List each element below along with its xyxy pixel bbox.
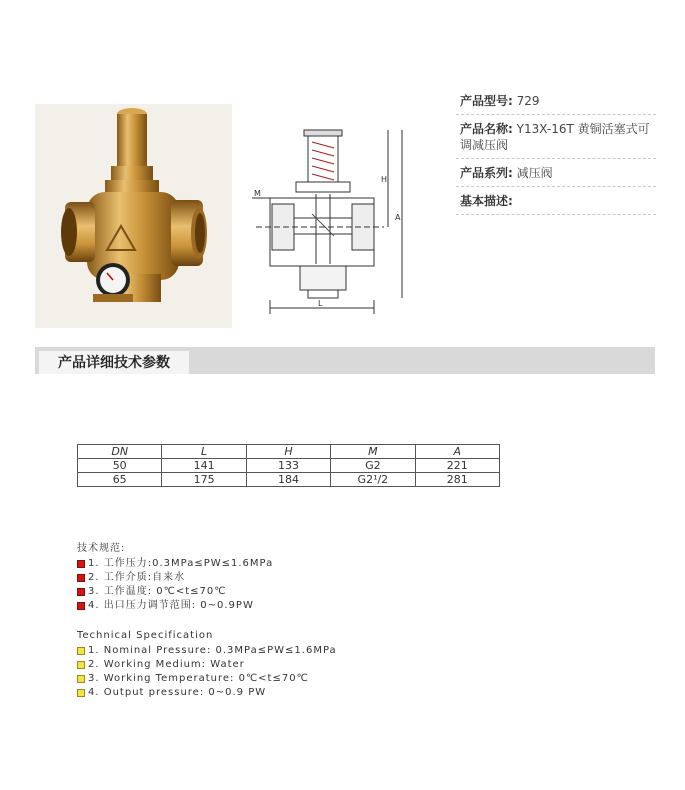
table-cell: 281: [415, 473, 499, 487]
section-title: 产品详细技术参数: [39, 351, 189, 374]
spec-en-item: 2. Working Medium: Water: [88, 659, 245, 670]
spec-en-item: 4. Output pressure: 0~0.9 PW: [88, 687, 267, 698]
red-square-bullet-icon: [77, 560, 85, 568]
spec-cn-heading: 技术规范:: [77, 543, 126, 554]
spec-en-heading: Technical Specification: [77, 630, 214, 641]
table-header-cell: L: [162, 445, 246, 459]
red-square-bullet-icon: [77, 588, 85, 596]
list-item: [77, 658, 337, 672]
product-photo: [35, 104, 232, 328]
table-row: [78, 459, 500, 473]
list-item: [77, 557, 273, 571]
list-item: [77, 686, 337, 700]
table-header-cell: A: [415, 445, 499, 459]
table-header-cell: H: [246, 445, 330, 459]
model-row: [456, 87, 656, 115]
model-label: 产品型号:: [460, 94, 513, 108]
drawing-label-l: L: [318, 299, 323, 308]
table-cell: G2¹/2: [331, 473, 415, 487]
name-label: 产品名称:: [460, 122, 513, 136]
description-label: 基本描述:: [460, 194, 513, 208]
table-cell: 50: [78, 459, 162, 473]
table-cell: 175: [162, 473, 246, 487]
table-header-row: [78, 445, 500, 459]
red-square-bullet-icon: [77, 602, 85, 610]
list-item: [77, 644, 337, 658]
table-cell: 141: [162, 459, 246, 473]
spec-en-item: 3. Working Temperature: 0℃<t≤70℃: [88, 673, 309, 684]
spec-cn-item: 1. 工作压力:0.3MPa≤PW≤1.6MPa: [88, 558, 274, 569]
spec-en: [77, 629, 337, 700]
spec-cn-item: 3. 工作温度: 0℃<t≤70℃: [88, 586, 227, 597]
list-item: [77, 672, 337, 686]
name-row: [456, 115, 656, 159]
series-label: 产品系列:: [460, 166, 513, 180]
list-item: [77, 599, 273, 613]
spec-en-item: 1. Nominal Pressure: 0.3MPa≤PW≤1.6MPa: [88, 645, 337, 656]
list-item: [77, 571, 273, 585]
series-row: [456, 159, 656, 187]
table-header-cell: DN: [78, 445, 162, 459]
table-row: [78, 473, 500, 487]
model-value: 729: [516, 94, 540, 108]
description-row: [456, 187, 656, 215]
section-header: [35, 347, 655, 374]
name-value: Y13X-16T 黄铜活塞式可调减压阀: [460, 122, 650, 152]
table-cell: 184: [246, 473, 330, 487]
parameter-table: [77, 444, 500, 487]
table-cell: G2: [331, 459, 415, 473]
table-cell: 221: [415, 459, 499, 473]
drawing-label-a: A: [395, 213, 401, 222]
table-cell: 65: [78, 473, 162, 487]
yellow-square-bullet-icon: [77, 675, 85, 683]
spec-cn: [77, 542, 273, 613]
list-item: [77, 585, 273, 599]
drawing-label-m: M: [254, 189, 261, 198]
spec-cn-item: 4. 出口压力调节范围: 0~0.9PW: [88, 600, 254, 611]
yellow-square-bullet-icon: [77, 661, 85, 669]
drawing-label-h: H: [381, 175, 388, 184]
red-square-bullet-icon: [77, 574, 85, 582]
table-cell: 133: [246, 459, 330, 473]
technical-drawing: [252, 124, 420, 316]
table-header-cell: M: [331, 445, 415, 459]
spec-cn-item: 2. 工作介质:自来水: [88, 572, 186, 583]
series-value: 减压阀: [516, 166, 553, 180]
product-info: [456, 87, 656, 215]
yellow-square-bullet-icon: [77, 689, 85, 697]
yellow-square-bullet-icon: [77, 647, 85, 655]
